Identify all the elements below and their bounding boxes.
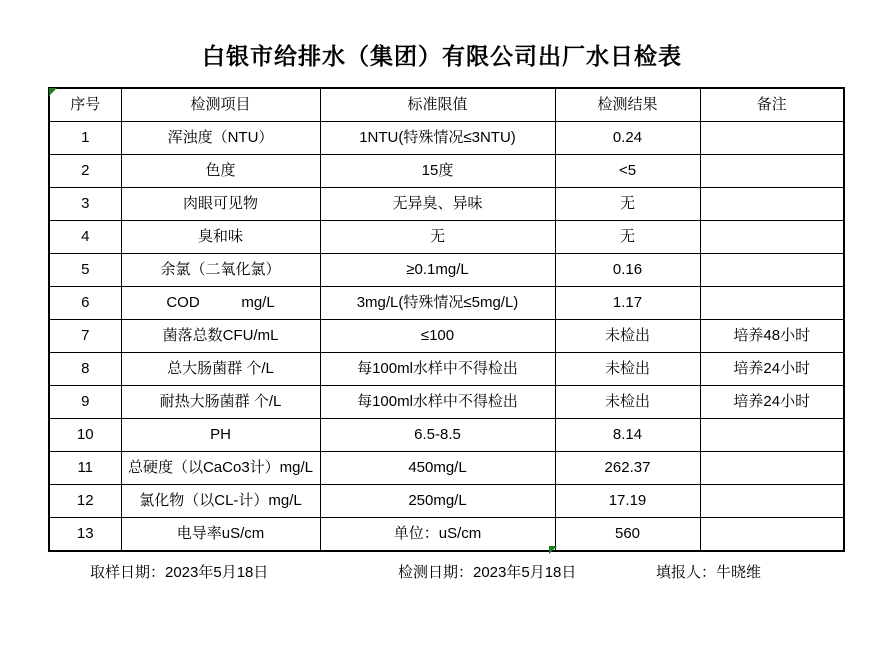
cell-item: 耐热大肠菌群 个/L xyxy=(121,386,320,419)
table-row xyxy=(49,386,844,419)
cell-standard: 1NTU(特殊情况≤3NTU) xyxy=(320,122,555,155)
cell-standard: 无异臭、异味 xyxy=(320,188,555,221)
table-header-row xyxy=(49,88,844,122)
cell-result: 8.14 xyxy=(555,419,700,452)
table-row xyxy=(49,452,844,485)
cell-remark xyxy=(700,419,844,452)
cell-remark xyxy=(700,188,844,221)
header-result: 检测结果 xyxy=(555,88,700,122)
cell-result: 1.17 xyxy=(555,287,700,320)
cell-standard: 6.5-8.5 xyxy=(320,419,555,452)
cell-result: 560 xyxy=(555,518,700,552)
footer xyxy=(0,561,884,583)
table-row xyxy=(49,188,844,221)
table-row xyxy=(49,518,844,552)
cell-no: 11 xyxy=(49,452,121,485)
cell-result: 未检出 xyxy=(555,320,700,353)
cell-result: 262.37 xyxy=(555,452,700,485)
cell-item: 总硬度（以CaCo3计）mg/L xyxy=(121,452,320,485)
table-row xyxy=(49,122,844,155)
header-no: 序号 xyxy=(49,88,121,122)
cell-remark xyxy=(700,155,844,188)
cell-remark xyxy=(700,122,844,155)
excel-bottom-marker-icon xyxy=(549,546,557,554)
cell-no: 1 xyxy=(49,122,121,155)
cell-item: 肉眼可见物 xyxy=(121,188,320,221)
test-date-text: 检测日期：2023年5月18日 xyxy=(398,564,577,581)
cell-item: 色度 xyxy=(121,155,320,188)
cell-standard: 每100ml水样中不得检出 xyxy=(320,386,555,419)
cell-remark: 培养48小时 xyxy=(700,320,844,353)
page-title: 白银市给排水（集团）有限公司出厂水日检表 xyxy=(202,43,682,69)
cell-no: 6 xyxy=(49,287,121,320)
cell-standard: 无 xyxy=(320,221,555,254)
cell-item: 余氯（二氧化氯） xyxy=(121,254,320,287)
cell-standard: 450mg/L xyxy=(320,452,555,485)
cell-item: 菌落总数CFU/mL xyxy=(121,320,320,353)
cell-standard: ≤100 xyxy=(320,320,555,353)
cell-item: PH xyxy=(121,419,320,452)
cell-remark xyxy=(700,287,844,320)
cell-no: 7 xyxy=(49,320,121,353)
cell-standard: 250mg/L xyxy=(320,485,555,518)
cell-item: COD mg/L xyxy=(121,287,320,320)
cell-remark xyxy=(700,254,844,287)
cell-remark: 培养24小时 xyxy=(700,386,844,419)
cell-no: 12 xyxy=(49,485,121,518)
cell-result: 无 xyxy=(555,188,700,221)
cell-remark xyxy=(700,485,844,518)
cell-no: 2 xyxy=(49,155,121,188)
cell-result: 未检出 xyxy=(555,353,700,386)
cell-item: 总大肠菌群 个/L xyxy=(121,353,320,386)
cell-remark: 培养24小时 xyxy=(700,353,844,386)
sampling-date-text: 取样日期：2023年5月18日 xyxy=(90,564,269,581)
table-row xyxy=(49,485,844,518)
table-row xyxy=(49,221,844,254)
table-row xyxy=(49,155,844,188)
header-item: 检测项目 xyxy=(121,88,320,122)
cell-result: <5 xyxy=(555,155,700,188)
cell-no: 10 xyxy=(49,419,121,452)
header-remark: 备注 xyxy=(700,88,844,122)
cell-no: 8 xyxy=(49,353,121,386)
table-row xyxy=(49,287,844,320)
cell-no: 3 xyxy=(49,188,121,221)
cell-result: 0.16 xyxy=(555,254,700,287)
cell-no: 4 xyxy=(49,221,121,254)
cell-item: 氯化物（以CL-计）mg/L xyxy=(121,485,320,518)
table-row xyxy=(49,419,844,452)
cell-item: 电导率uS/cm xyxy=(121,518,320,552)
cell-standard: 15度 xyxy=(320,155,555,188)
cell-result: 17.19 xyxy=(555,485,700,518)
reporter-text: 填报人：牛晓维 xyxy=(656,564,762,581)
header-standard: 标准限值 xyxy=(320,88,555,122)
cell-item: 浑浊度（NTU） xyxy=(121,122,320,155)
cell-remark xyxy=(700,518,844,552)
cell-standard: ≥0.1mg/L xyxy=(320,254,555,287)
cell-result: 0.24 xyxy=(555,122,700,155)
cell-standard: 3mg/L(特殊情况≤5mg/L) xyxy=(320,287,555,320)
cell-no: 5 xyxy=(49,254,121,287)
cell-no: 9 xyxy=(49,386,121,419)
cell-remark xyxy=(700,452,844,485)
cell-standard: 每100ml水样中不得检出 xyxy=(320,353,555,386)
cell-item: 臭和味 xyxy=(121,221,320,254)
cell-result: 未检出 xyxy=(555,386,700,419)
cell-result: 无 xyxy=(555,221,700,254)
table-row xyxy=(49,353,844,386)
table-row xyxy=(49,320,844,353)
excel-corner-marker-icon xyxy=(49,88,57,96)
table-row xyxy=(49,254,844,287)
cell-standard: 单位：uS/cm xyxy=(320,518,555,552)
cell-no: 13 xyxy=(49,518,121,552)
cell-remark xyxy=(700,221,844,254)
water-test-table xyxy=(48,87,845,552)
